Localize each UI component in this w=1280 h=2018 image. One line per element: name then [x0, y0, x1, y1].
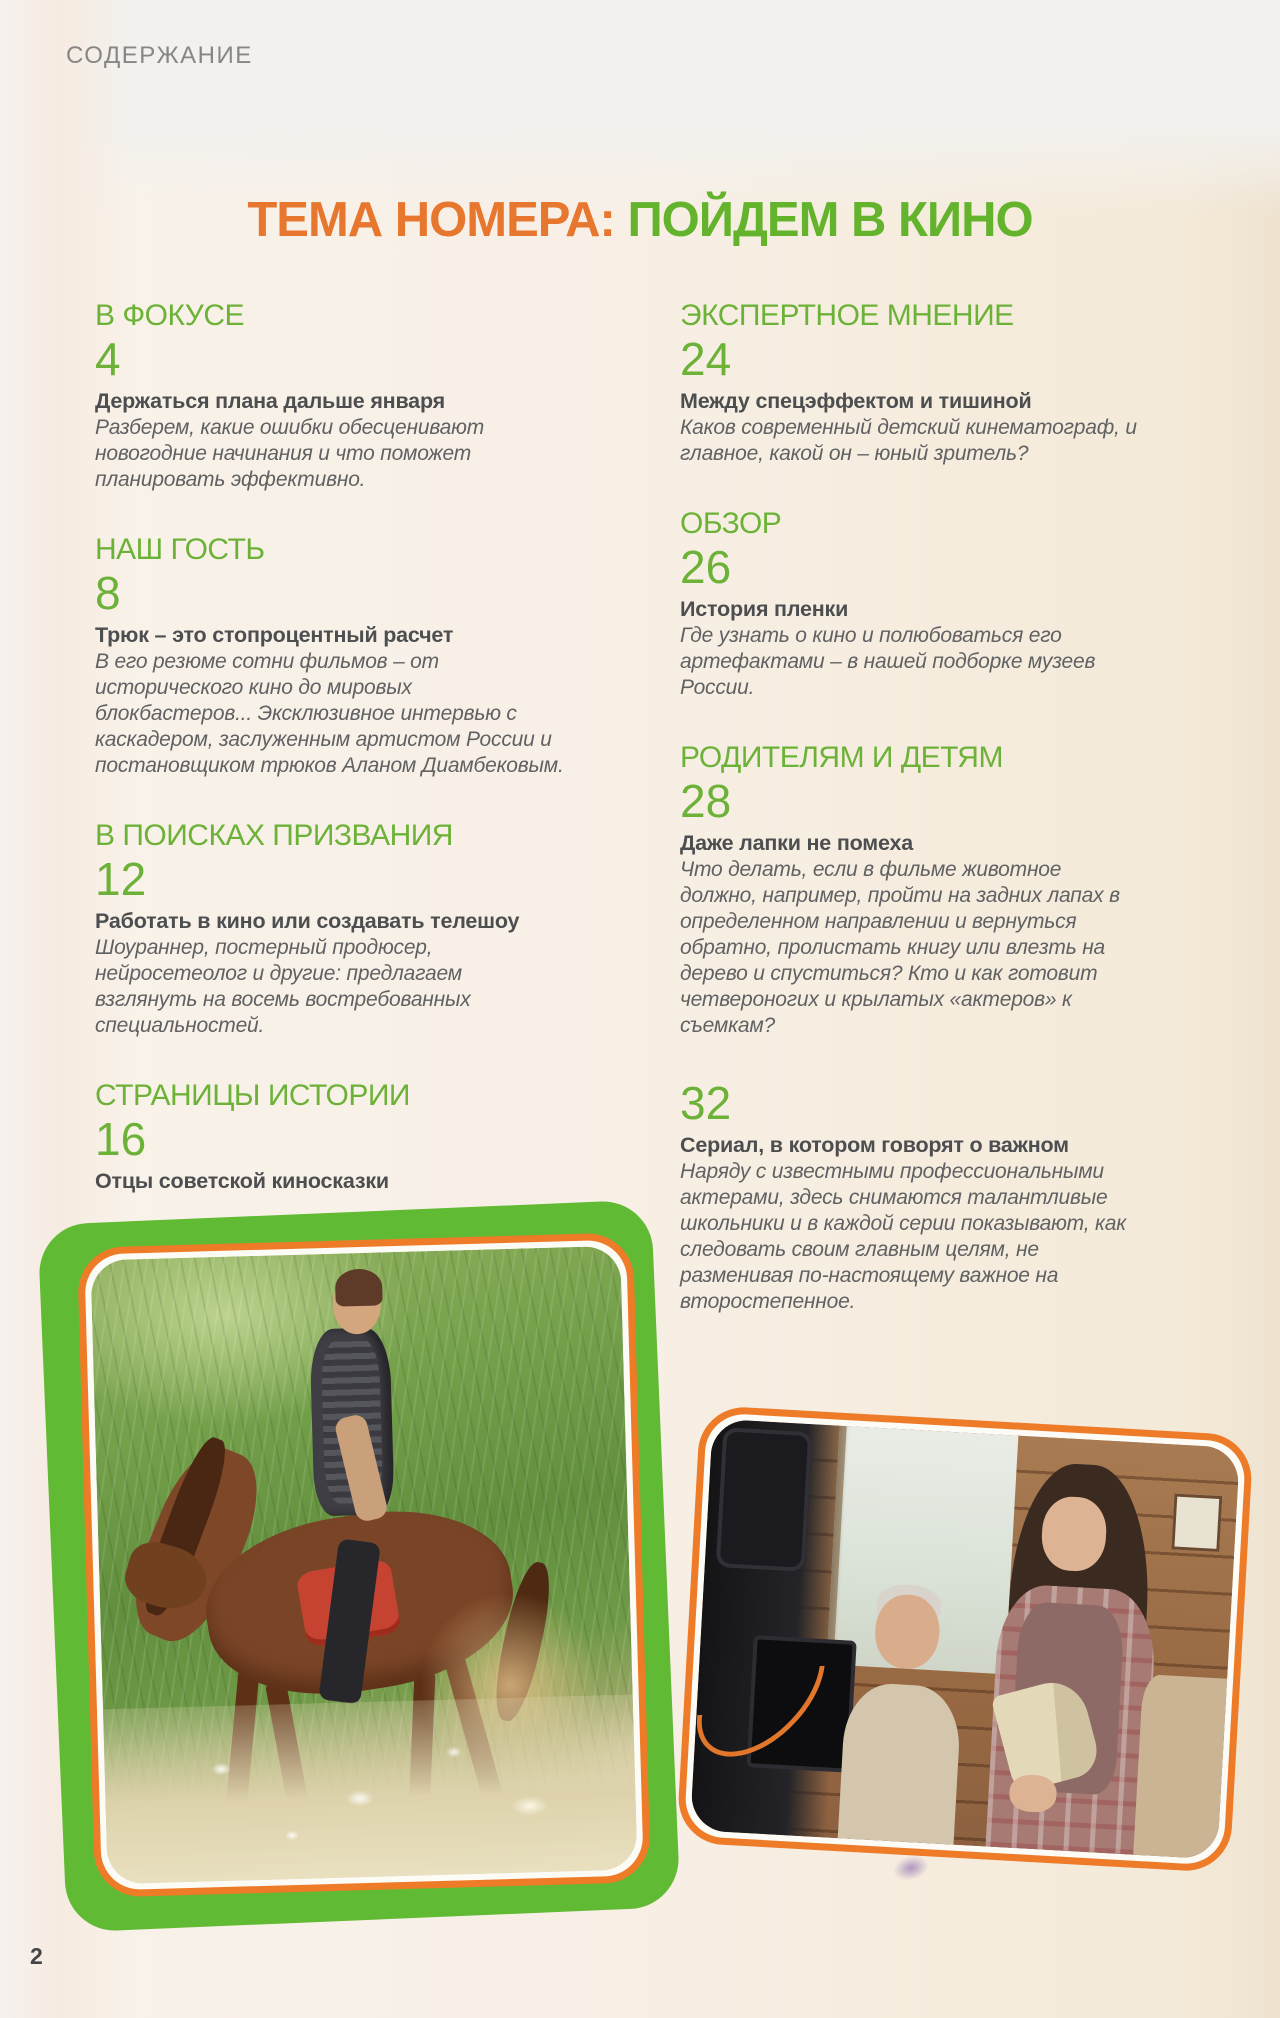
section-heading: ОБЗОР — [680, 507, 782, 540]
water-splash — [103, 1695, 638, 1884]
toc-section-in-focus — [95, 299, 567, 493]
section-heading: СТРАНИЦЫ ИСТОРИИ — [95, 1079, 410, 1112]
toc-section-parents-and-children — [680, 741, 1142, 1039]
article-description: Шоураннер, постерный продюсер, нейросетеолог и другие: предлагаем взглянуть на восемь востребованных специальностей. — [95, 936, 471, 1037]
section-heading: НАШ ГОСТЬ — [95, 533, 265, 566]
article-title: Сериал, в котором говорят о важном — [680, 1133, 1069, 1157]
stuntman-horse-photo — [77, 1232, 651, 1897]
article-title: История пленки — [680, 597, 849, 621]
article-title: Держаться плана дальше января — [95, 389, 445, 413]
section-heading: В ПОИСКАХ ПРИЗВАНИЯ — [95, 819, 453, 852]
issue-theme-prefix: ТЕМА НОМЕРА: — [247, 193, 628, 247]
section-heading: РОДИТЕЛЯМ И ДЕТЯМ — [680, 741, 1003, 774]
section-page-number: 16 — [95, 1113, 147, 1165]
article-title: Между спецэффектом и тишиной — [680, 389, 1032, 413]
section-page-number: 8 — [95, 567, 121, 619]
article-title: Работать в кино или создавать телешоу — [95, 909, 520, 933]
article-description: Каков современный детский кинематограф, и главное, какой он – юный зритель? — [680, 416, 1137, 465]
elderly-actor-body — [838, 1682, 963, 1845]
page-number: 2 — [30, 1943, 43, 1969]
section-page-number: 26 — [680, 541, 732, 593]
article-title: Даже лапки не помеха — [680, 831, 913, 855]
section-page-number: 24 — [680, 333, 732, 385]
toc-section-our-guest — [95, 533, 567, 779]
article-description: В его резюме сотни фильмов – от исторического кино до мировых блокбастеров... Эксклюзивное интервью с каскадером, заслуженным артистом России и постановщиком трюков Аланом Диамбековым. — [95, 650, 564, 777]
film-set-photo — [676, 1405, 1254, 1873]
camera-body — [715, 1427, 812, 1572]
toc-section-expert-opinion — [680, 299, 1142, 467]
section-heading: ЭКСПЕРТНОЕ МНЕНИЕ — [680, 299, 1014, 332]
section-page-number: 12 — [95, 853, 147, 905]
picture-frame — [1171, 1494, 1222, 1552]
toc-section-in-search-of-vocation — [95, 819, 567, 1039]
toc-section-overview — [680, 507, 1142, 701]
article-description: Что делать, если в фильме животное должно, например, пройти на задних лапах в определенном направлении и вернуться обратно, пролистать книгу или влезть на дерево и спуститься? Кто и как готовит четвероногих и крылатых «актеров» к съемкам? — [680, 858, 1120, 1037]
section-page-number: 32 — [680, 1077, 732, 1129]
contents-header: СОДЕРЖАНИЕ — [66, 42, 253, 69]
issue-theme-highlight: ПОЙДЕМ В КИНО — [627, 193, 1033, 247]
section-page-number: 4 — [95, 333, 121, 385]
section-heading: В ФОКУСЕ — [95, 299, 245, 332]
article-description: Разберем, какие ошибки обесценивают новогодние начинания и что поможет планировать эффективно. — [95, 416, 484, 491]
toc-right-column — [680, 299, 1142, 1355]
article-title: Отцы советской киносказки — [95, 1169, 389, 1193]
toc-section-history-pages — [95, 1079, 567, 1194]
issue-theme-title — [60, 192, 1220, 248]
article-title: Трюк – это стопроцентный расчет — [95, 623, 454, 647]
section-page-number: 28 — [680, 775, 732, 827]
article-description: Наряду с известными профессиональными актерами, здесь снимаются талантливые школьники и в каждой серии показывают, как следовать своим главным целям, не разменивая по-настоящему важное на второстепенное. — [680, 1160, 1126, 1313]
girl-hand — [1008, 1774, 1058, 1814]
beige-couch — [1133, 1674, 1227, 1860]
rider-hair — [335, 1268, 384, 1307]
stuntman-horse-photo-image — [90, 1246, 637, 1885]
toc-section-serial — [680, 1079, 1142, 1315]
film-set-photo-image — [690, 1419, 1240, 1860]
toc-left-column — [95, 299, 567, 1234]
article-description: Где узнать о кино и полюбоваться его артефактами – в нашей подборке музеев России. — [680, 624, 1096, 699]
